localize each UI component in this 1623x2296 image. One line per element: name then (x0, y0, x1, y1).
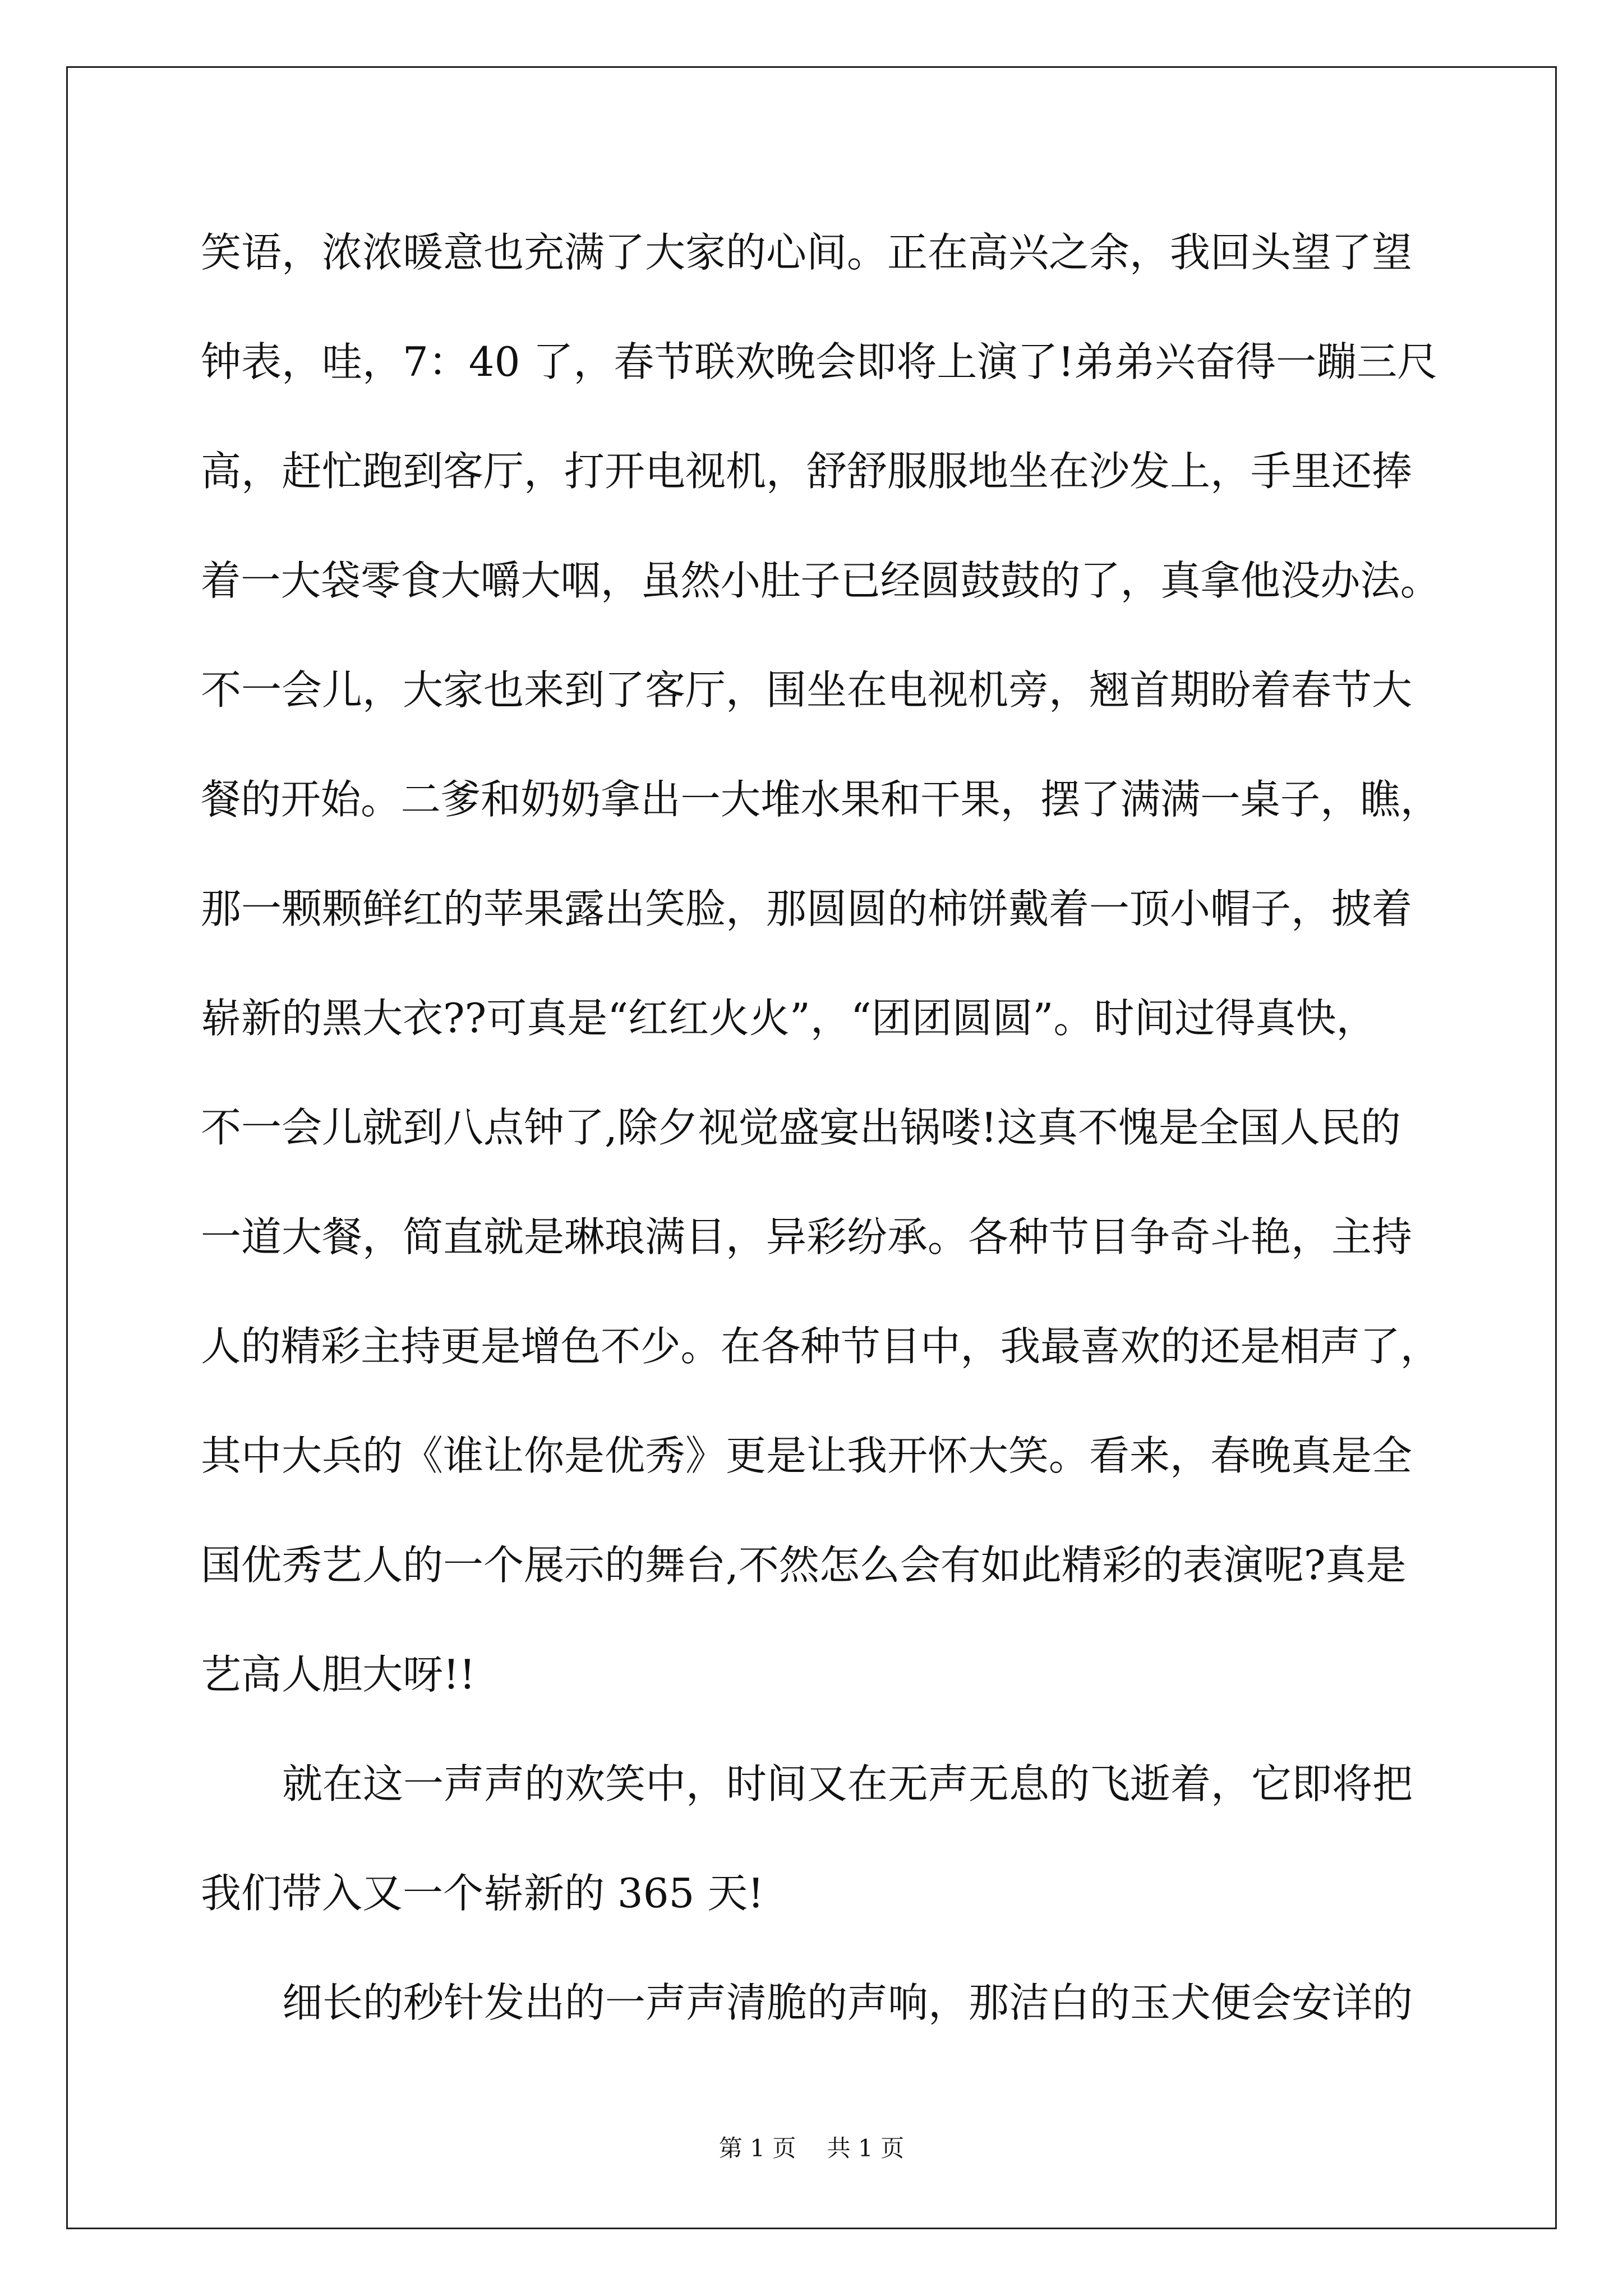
text-line: 那一颗颗鲜红的苹果露出笑脸，那圆圆的柿饼戴着一顶小帽子，披着 (201, 885, 1413, 932)
text-line: 不一会儿，大家也来到了客厅，围坐在电视机旁，翘首期盼着春节大 (201, 666, 1413, 714)
text-line: 着一大袋零食大嚼大咽，虽然小肚子已经圆鼓鼓的了，真拿他没办法。 (201, 557, 1441, 604)
text-line: 艺高人胆大呀!! (201, 1651, 476, 1698)
text-line: 不一会儿就到八点钟了,除夕视觉盛宴出锅喽!这真不愧是全国人民的 (201, 1104, 1401, 1151)
text-line: 餐的开始。二爹和奶奶拿出一大堆水果和干果，摆了满满一桌子，瞧， (201, 776, 1441, 823)
text-line: 崭新的黑大衣??可真是“红红火火”，“团团圆圆”。时间过得真快， (201, 995, 1377, 1042)
text-line: 国优秀艺人的一个展示的舞台,不然怎么会有如此精彩的表演呢?真是 (201, 1542, 1407, 1589)
text-line: 笑语，浓浓暖意也充满了大家的心间。正在高兴之余，我回头望了望 (201, 229, 1413, 276)
text-line: 就在这一声声的欢笑中，时间又在无声无息的飞逝着，它即将把 (282, 1760, 1413, 1807)
text-line: 一道大餐，简直就是琳琅满目，异彩纷承。各种节目争奇斗艳，主持 (201, 1213, 1413, 1260)
text-line: 人的精彩主持更是增色不少。在各种节目中，我最喜欢的还是相声了， (201, 1323, 1441, 1370)
text-line: 细长的秒针发出的一声声清脆的声响，那洁白的玉犬便会安详的 (282, 1979, 1413, 2026)
text-line: 其中大兵的《谁让你是优秀》更是让我开怀大笑。看来，春晚真是全 (201, 1432, 1413, 1479)
text-line: 高，赶忙跑到客厅，打开电视机，舒舒服服地坐在沙发上，手里还捧 (201, 448, 1413, 495)
text-line: 钟表，哇，7：40 了，春节联欢晚会即将上演了!弟弟兴奋得一蹦三尺 (201, 338, 1438, 385)
text-line: 我们带入又一个崭新的 365 天! (201, 1870, 764, 1917)
page-number-footer: 第 1 页 共 1 页 (718, 2134, 905, 2162)
